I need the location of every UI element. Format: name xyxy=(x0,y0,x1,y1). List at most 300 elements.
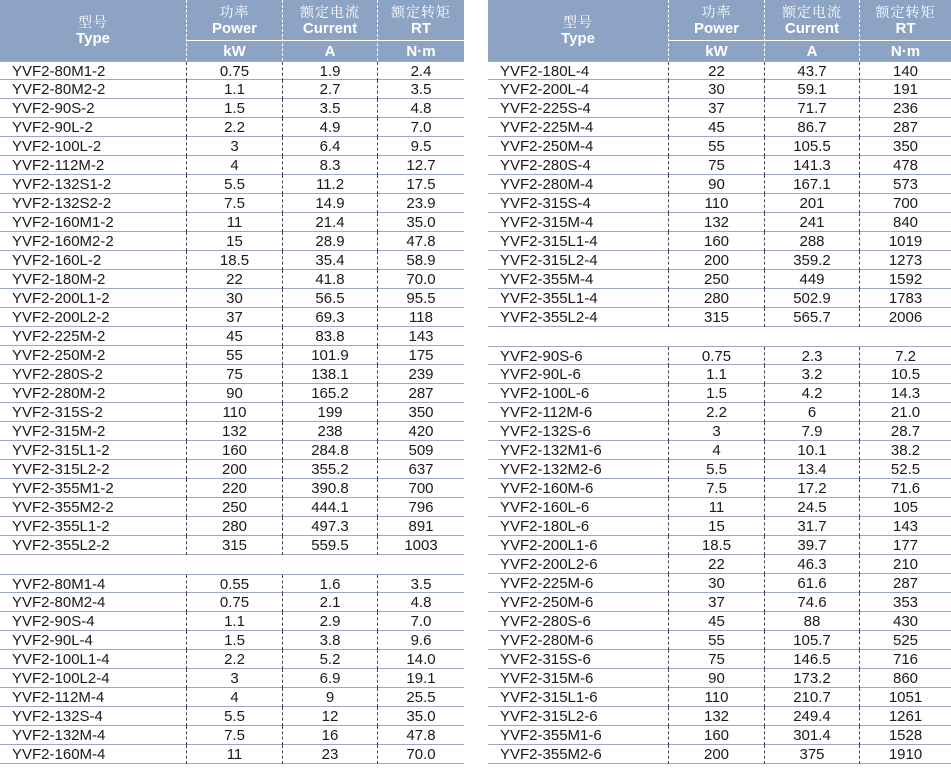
cell-current: 46.3 xyxy=(764,555,859,574)
cell-current: 238 xyxy=(282,422,377,441)
cell-torque: 21.0 xyxy=(859,403,951,422)
cell-power: 75 xyxy=(668,156,764,175)
cell-type: YVF2-225S-4 xyxy=(500,100,591,117)
cell-type: YVF2-132M-4 xyxy=(12,727,106,744)
cell-power: 30 xyxy=(186,289,282,308)
table-row xyxy=(0,745,464,764)
cell-current: 1.6 xyxy=(282,575,377,594)
cell-power: 220 xyxy=(186,479,282,498)
column-header-current: 额定电流 Current A xyxy=(764,0,859,61)
cell-current: 8.3 xyxy=(282,156,377,175)
cell-type: YVF2-90S-4 xyxy=(12,613,95,630)
table-row xyxy=(488,232,951,251)
cell-type: YVF2-100L-6 xyxy=(500,385,590,402)
cell-power: 110 xyxy=(668,688,764,707)
table-row xyxy=(488,612,951,631)
cell-current: 11.2 xyxy=(282,175,377,194)
table-row xyxy=(488,574,951,593)
table-row xyxy=(0,156,464,175)
table-row xyxy=(488,213,951,232)
cell-torque: 10.5 xyxy=(859,365,951,384)
cell-torque: 191 xyxy=(859,80,951,99)
unit-nm: N·m xyxy=(860,40,951,61)
cell-torque: 4.8 xyxy=(377,593,464,612)
cell-power: 15 xyxy=(186,232,282,251)
cell-power: 200 xyxy=(186,460,282,479)
cell-torque: 1019 xyxy=(859,232,951,251)
group-gap xyxy=(488,327,951,346)
cell-power: 18.5 xyxy=(186,251,282,270)
cell-power: 75 xyxy=(668,650,764,669)
cell-type: YVF2-355M2-6 xyxy=(500,746,602,763)
table-row xyxy=(488,745,951,764)
cell-power: 5.5 xyxy=(186,707,282,726)
table-row xyxy=(488,194,951,213)
cell-type: YVF2-280M-6 xyxy=(500,632,594,649)
cell-type: YVF2-132S2-2 xyxy=(12,195,112,212)
cell-current: 2.1 xyxy=(282,593,377,612)
cell-type: YVF2-200L-4 xyxy=(500,81,590,98)
table-row xyxy=(0,688,464,707)
table-row xyxy=(488,118,951,137)
cell-type: YVF2-132M1-6 xyxy=(500,442,602,459)
cell-type: YVF2-90L-4 xyxy=(12,632,93,649)
cell-type: YVF2-315S-4 xyxy=(500,195,591,212)
cell-torque: 47.8 xyxy=(377,726,464,745)
cell-power: 45 xyxy=(186,327,282,346)
cell-torque: 14.3 xyxy=(859,384,951,403)
cell-torque: 573 xyxy=(859,175,951,194)
cell-current: 249.4 xyxy=(764,707,859,726)
cell-type: YVF2-132S-6 xyxy=(500,423,591,440)
cell-power: 1.5 xyxy=(186,631,282,650)
cell-torque: 353 xyxy=(859,593,951,612)
cell-current: 4.2 xyxy=(764,384,859,403)
cell-type: YVF2-355L2-2 xyxy=(12,537,110,554)
cell-power: 132 xyxy=(668,213,764,232)
cell-power: 0.75 xyxy=(186,593,282,612)
cell-power: 280 xyxy=(668,289,764,308)
table-row xyxy=(0,384,464,403)
cell-current: 565.7 xyxy=(764,308,859,327)
table-row xyxy=(0,346,464,365)
cell-power: 5.5 xyxy=(186,175,282,194)
cell-power: 3 xyxy=(186,669,282,688)
cell-current: 61.6 xyxy=(764,574,859,593)
cell-torque: 14.0 xyxy=(377,650,464,669)
cell-torque: 47.8 xyxy=(377,232,464,251)
cell-type: YVF2-80M2-4 xyxy=(12,594,106,611)
cell-power: 11 xyxy=(186,745,282,764)
table-row xyxy=(0,460,464,479)
left-table-header xyxy=(0,0,464,61)
cell-type: YVF2-160M-4 xyxy=(12,746,106,763)
cell-current: 497.3 xyxy=(282,517,377,536)
cell-torque: 1273 xyxy=(859,251,951,270)
cell-type: YVF2-355M1-2 xyxy=(12,480,114,497)
table-row xyxy=(0,80,464,99)
cell-power: 11 xyxy=(668,498,764,517)
table-row xyxy=(0,289,464,308)
table-row xyxy=(488,156,951,175)
cell-torque: 118 xyxy=(377,308,464,327)
cell-torque: 52.5 xyxy=(859,460,951,479)
cell-power: 90 xyxy=(668,175,764,194)
cell-type: YVF2-355M1-6 xyxy=(500,727,602,744)
cell-type: YVF2-280M-2 xyxy=(12,385,106,402)
cell-type: YVF2-90S-6 xyxy=(500,348,583,365)
unit-kw: kW xyxy=(669,40,764,61)
cell-type: YVF2-180L-6 xyxy=(500,518,590,535)
column-header-type: 型号 Type xyxy=(561,14,595,47)
cell-power: 0.55 xyxy=(186,575,282,594)
cell-type: YVF2-160M2-2 xyxy=(12,233,114,250)
table-row xyxy=(0,650,464,669)
table-row xyxy=(0,707,464,726)
cell-current: 141.3 xyxy=(764,156,859,175)
cell-type: YVF2-80M1-4 xyxy=(12,576,106,593)
table-row xyxy=(488,403,951,422)
cell-power: 1.5 xyxy=(668,384,764,403)
cell-current: 241 xyxy=(764,213,859,232)
cell-torque: 1783 xyxy=(859,289,951,308)
cell-torque: 140 xyxy=(859,62,951,81)
cell-type: YVF2-100L1-4 xyxy=(12,651,110,668)
table-row xyxy=(0,498,464,517)
cell-current: 301.4 xyxy=(764,726,859,745)
cell-type: YVF2-250M-2 xyxy=(12,347,106,364)
cell-power: 0.75 xyxy=(668,347,764,366)
left-table xyxy=(0,0,464,764)
table-row xyxy=(0,308,464,327)
cell-type: YVF2-315M-2 xyxy=(12,423,106,440)
cell-type: YVF2-200L1-2 xyxy=(12,290,110,307)
cell-power: 22 xyxy=(186,270,282,289)
cell-torque: 430 xyxy=(859,612,951,631)
cell-type: YVF2-250M-4 xyxy=(500,138,594,155)
cell-torque: 7.0 xyxy=(377,612,464,631)
cell-type: YVF2-315L1-2 xyxy=(12,442,110,459)
cell-current: 173.2 xyxy=(764,669,859,688)
cell-current: 1.9 xyxy=(282,62,377,81)
cell-power: 1.1 xyxy=(186,80,282,99)
cell-current: 13.4 xyxy=(764,460,859,479)
cell-power: 1.5 xyxy=(186,99,282,118)
column-header-type: 型号 Type xyxy=(76,14,110,47)
cell-type: YVF2-315L1-4 xyxy=(500,233,598,250)
cell-torque: 1910 xyxy=(859,745,951,764)
cell-power: 55 xyxy=(186,346,282,365)
cell-torque: 287 xyxy=(859,118,951,137)
cell-type: YVF2-180L-4 xyxy=(500,63,590,80)
cell-current: 201 xyxy=(764,194,859,213)
cell-torque: 3.5 xyxy=(377,80,464,99)
cell-torque: 12.7 xyxy=(377,156,464,175)
cell-power: 160 xyxy=(668,232,764,251)
table-row xyxy=(0,365,464,384)
table-row xyxy=(488,726,951,745)
table-row xyxy=(0,593,464,612)
cell-torque: 105 xyxy=(859,498,951,517)
cell-power: 315 xyxy=(186,536,282,555)
cell-current: 6 xyxy=(764,403,859,422)
cell-power: 11 xyxy=(186,213,282,232)
cell-torque: 509 xyxy=(377,441,464,460)
cell-power: 0.75 xyxy=(186,62,282,81)
cell-power: 4 xyxy=(186,156,282,175)
cell-type: YVF2-132M2-6 xyxy=(500,461,602,478)
table-row xyxy=(488,289,951,308)
cell-current: 69.3 xyxy=(282,308,377,327)
cell-type: YVF2-280S-2 xyxy=(12,366,103,383)
cell-current: 502.9 xyxy=(764,289,859,308)
cell-power: 1.1 xyxy=(668,365,764,384)
cell-power: 37 xyxy=(668,593,764,612)
cell-power: 315 xyxy=(668,308,764,327)
table-row xyxy=(0,517,464,536)
cell-type: YVF2-280M-4 xyxy=(500,176,594,193)
cell-power: 160 xyxy=(668,726,764,745)
cell-torque: 350 xyxy=(377,403,464,422)
cell-torque: 525 xyxy=(859,631,951,650)
cell-torque: 23.9 xyxy=(377,194,464,213)
cell-power: 55 xyxy=(668,137,764,156)
cell-type: YVF2-355L1-2 xyxy=(12,518,110,535)
cell-power: 55 xyxy=(668,631,764,650)
column-header-current: 额定电流 Current A xyxy=(282,0,377,61)
cell-current: 31.7 xyxy=(764,517,859,536)
table-row xyxy=(0,61,464,80)
cell-current: 86.7 xyxy=(764,118,859,137)
table-row xyxy=(488,555,951,574)
cell-current: 71.7 xyxy=(764,99,859,118)
table-row xyxy=(0,232,464,251)
cell-type: YVF2-355M2-2 xyxy=(12,499,114,516)
cell-type: YVF2-90L-6 xyxy=(500,366,581,383)
right-table xyxy=(488,0,951,764)
cell-torque: 287 xyxy=(859,574,951,593)
cell-power: 45 xyxy=(668,118,764,137)
cell-current: 359.2 xyxy=(764,251,859,270)
cell-torque: 175 xyxy=(377,346,464,365)
cell-torque: 17.5 xyxy=(377,175,464,194)
cell-power: 4 xyxy=(668,441,764,460)
table-row xyxy=(488,593,951,612)
cell-type: YVF2-112M-4 xyxy=(12,689,105,706)
cell-type: YVF2-160M1-2 xyxy=(12,214,114,231)
cell-type: YVF2-132S-4 xyxy=(12,708,103,725)
cell-power: 3 xyxy=(186,137,282,156)
cell-power: 160 xyxy=(186,441,282,460)
cell-torque: 350 xyxy=(859,137,951,156)
cell-current: 4.9 xyxy=(282,118,377,137)
cell-torque: 58.9 xyxy=(377,251,464,270)
cell-type: YVF2-180M-2 xyxy=(12,271,106,288)
cell-power: 37 xyxy=(668,99,764,118)
table-row xyxy=(488,479,951,498)
cell-power: 5.5 xyxy=(668,460,764,479)
cell-type: YVF2-315L1-6 xyxy=(500,689,598,706)
table-row xyxy=(0,137,464,156)
cell-type: YVF2-280S-6 xyxy=(500,613,591,630)
cell-type: YVF2-355L1-4 xyxy=(500,290,598,307)
cell-torque: 35.0 xyxy=(377,707,464,726)
cell-torque: 71.6 xyxy=(859,479,951,498)
cell-power: 4 xyxy=(186,688,282,707)
cell-torque: 700 xyxy=(859,194,951,213)
table-row xyxy=(0,422,464,441)
cell-torque: 287 xyxy=(377,384,464,403)
table-row xyxy=(0,270,464,289)
cell-type: YVF2-355L2-4 xyxy=(500,309,598,326)
cell-torque: 35.0 xyxy=(377,213,464,232)
cell-torque: 2.4 xyxy=(377,62,464,81)
cell-power: 22 xyxy=(668,555,764,574)
cell-power: 250 xyxy=(186,498,282,517)
cell-current: 5.2 xyxy=(282,650,377,669)
table-row xyxy=(488,384,951,403)
cell-type: YVF2-112M-2 xyxy=(12,157,105,174)
cell-power: 22 xyxy=(668,62,764,81)
cell-torque: 70.0 xyxy=(377,270,464,289)
cell-torque: 2006 xyxy=(859,308,951,327)
cell-type: YVF2-315L2-2 xyxy=(12,461,110,478)
table-row xyxy=(0,403,464,422)
cell-power: 110 xyxy=(186,403,282,422)
cell-power: 110 xyxy=(668,194,764,213)
cell-torque: 1592 xyxy=(859,270,951,289)
cell-power: 2.2 xyxy=(186,650,282,669)
cell-type: YVF2-112M-6 xyxy=(500,404,593,421)
cell-current: 444.1 xyxy=(282,498,377,517)
cell-current: 3.8 xyxy=(282,631,377,650)
cell-type: YVF2-80M1-2 xyxy=(12,63,106,80)
table-row xyxy=(0,612,464,631)
cell-current: 2.3 xyxy=(764,347,859,366)
cell-torque: 1003 xyxy=(377,536,464,555)
cell-current: 288 xyxy=(764,232,859,251)
table-row xyxy=(488,175,951,194)
cell-torque: 637 xyxy=(377,460,464,479)
left-table-body xyxy=(0,61,464,764)
cell-current: 83.8 xyxy=(282,327,377,346)
cell-current: 390.8 xyxy=(282,479,377,498)
table-row xyxy=(488,536,951,555)
table-row xyxy=(488,137,951,156)
table-row xyxy=(0,536,464,555)
cell-torque: 143 xyxy=(377,327,464,346)
column-header-power: 功率 Power kW xyxy=(186,0,282,61)
cell-current: 101.9 xyxy=(282,346,377,365)
cell-current: 449 xyxy=(764,270,859,289)
table-row xyxy=(488,460,951,479)
table-row xyxy=(488,61,951,80)
cell-current: 355.2 xyxy=(282,460,377,479)
table-row xyxy=(0,327,464,346)
unit-nm: N·m xyxy=(378,40,464,61)
cell-power: 3 xyxy=(668,422,764,441)
cell-type: YVF2-80M2-2 xyxy=(12,81,106,98)
cell-current: 6.4 xyxy=(282,137,377,156)
cell-type: YVF2-160L-2 xyxy=(12,252,102,269)
cell-current: 88 xyxy=(764,612,859,631)
cell-current: 105.5 xyxy=(764,137,859,156)
cell-torque: 25.5 xyxy=(377,688,464,707)
cell-torque: 7.2 xyxy=(859,347,951,366)
cell-current: 7.9 xyxy=(764,422,859,441)
cell-power: 90 xyxy=(668,669,764,688)
table-row xyxy=(488,441,951,460)
table-row xyxy=(488,251,951,270)
table-row xyxy=(488,650,951,669)
cell-torque: 716 xyxy=(859,650,951,669)
table-row xyxy=(0,479,464,498)
table-row xyxy=(488,365,951,384)
cell-current: 165.2 xyxy=(282,384,377,403)
cell-current: 138.1 xyxy=(282,365,377,384)
cell-power: 200 xyxy=(668,251,764,270)
cell-type: YVF2-100L2-4 xyxy=(12,670,110,687)
cell-type: YVF2-315M-6 xyxy=(500,670,594,687)
cell-torque: 840 xyxy=(859,213,951,232)
unit-a: A xyxy=(765,40,859,61)
cell-type: YVF2-315L2-6 xyxy=(500,708,598,725)
table-row xyxy=(0,726,464,745)
table-row xyxy=(488,669,951,688)
cell-type: YVF2-250M-6 xyxy=(500,594,594,611)
cell-type: YVF2-200L1-6 xyxy=(500,537,598,554)
cell-type: YVF2-90S-2 xyxy=(12,100,95,117)
cell-torque: 239 xyxy=(377,365,464,384)
cell-torque: 210 xyxy=(859,555,951,574)
cell-type: YVF2-315L2-4 xyxy=(500,252,598,269)
cell-power: 37 xyxy=(186,308,282,327)
cell-torque: 1528 xyxy=(859,726,951,745)
cell-current: 39.7 xyxy=(764,536,859,555)
cell-power: 75 xyxy=(186,365,282,384)
cell-type: YVF2-160L-6 xyxy=(500,499,590,516)
cell-current: 2.9 xyxy=(282,612,377,631)
cell-torque: 796 xyxy=(377,498,464,517)
table-row xyxy=(488,422,951,441)
table-row xyxy=(488,99,951,118)
cell-type: YVF2-355M-4 xyxy=(500,271,594,288)
cell-power: 15 xyxy=(668,517,764,536)
cell-type: YVF2-200L2-6 xyxy=(500,556,598,573)
cell-current: 35.4 xyxy=(282,251,377,270)
group-gap xyxy=(0,555,464,574)
cell-current: 28.9 xyxy=(282,232,377,251)
cell-torque: 177 xyxy=(859,536,951,555)
cell-type: YVF2-315M-4 xyxy=(500,214,594,231)
cell-torque: 143 xyxy=(859,517,951,536)
cell-current: 9 xyxy=(282,688,377,707)
right-table-header xyxy=(488,0,951,61)
cell-power: 132 xyxy=(668,707,764,726)
cell-type: YVF2-100L-2 xyxy=(12,138,102,155)
table-row xyxy=(488,270,951,289)
cell-torque: 9.5 xyxy=(377,137,464,156)
cell-type: YVF2-280S-4 xyxy=(500,157,591,174)
cell-power: 7.5 xyxy=(186,194,282,213)
unit-a: A xyxy=(283,40,377,61)
table-row xyxy=(488,707,951,726)
table-row xyxy=(0,441,464,460)
cell-current: 146.5 xyxy=(764,650,859,669)
cell-type: YVF2-132S1-2 xyxy=(12,176,112,193)
cell-current: 56.5 xyxy=(282,289,377,308)
cell-type: YVF2-90L-2 xyxy=(12,119,93,136)
